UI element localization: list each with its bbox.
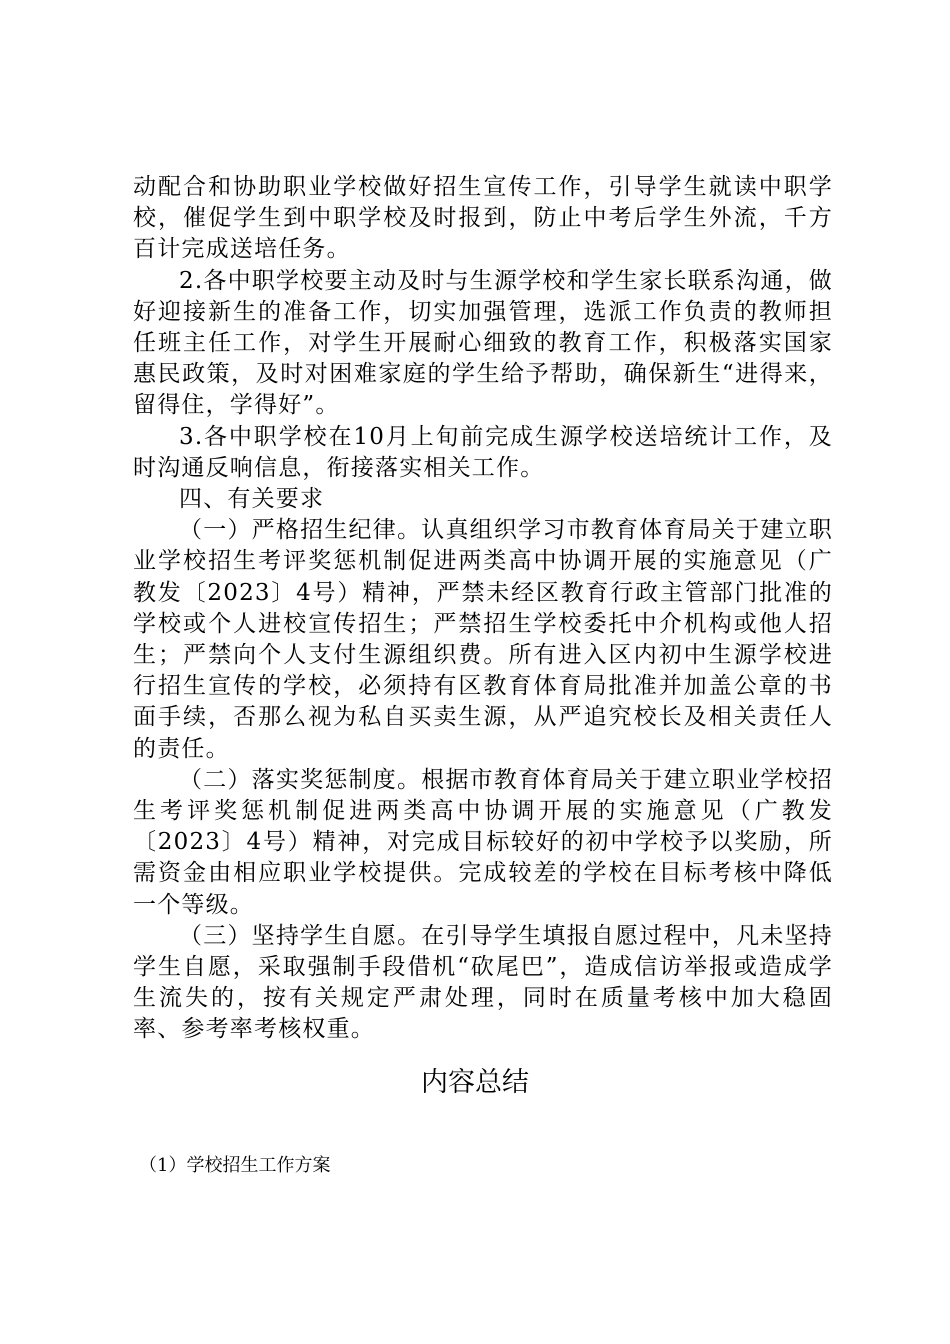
paragraph-requirement-1: （一）严格招生纪律。认真组织学习市教育体育局关于建立职业学校招生考评奖惩机制促进两类高中协调开展的实施意见（广教发〔2023〕4号）精神，严禁未经区教育行政主管部门批准的学校或个人进校宣传招生；严禁招生学校委托中介机构或他人招生；严禁向个人支付生源组织费。所有进入区内初中生源学校进行招生宣传的学校，必须持有区教育体育局批准并加盖公章的书面手续，否那么视为私自买卖生源，从严追究校长及相关责任人的责任。	[133, 517, 833, 762]
paragraph-3: 3.各中职学校在10月上旬前完成生源学校送培统计工作，及时沟通反响信息，衔接落实相关工作。	[133, 423, 833, 481]
summary-item: （1）学校招生工作方案	[139, 1155, 331, 1176]
paragraph-requirement-3: （三）坚持学生自愿。在引导学生填报自愿过程中，凡未坚持学生自愿，采取强制手段借机“砍尾巴”，造成信访举报或造成学生流失的，按有关规定严肃处理，同时在质量考核中加大稳固率、参考率考核权重。	[133, 922, 833, 1043]
section-heading-requirements: 四、有关要求	[179, 486, 325, 513]
summary-heading: 内容总结	[421, 1067, 529, 1098]
paragraph-2: 2.各中职学校要主动及时与生源学校和学生家长联系沟通，做好迎接新生的准备工作，切实加强管理，选派工作负责的教师担任班主任工作，对学生开展耐心细致的教育工作，积极落实国家惠民政策，及时对困难家庭的学生给予帮助，确保新生“进得来，留得住，学得好”。	[133, 267, 833, 419]
document-body	[133, 172, 833, 1046]
paragraph-requirement-2: （二）落实奖惩制度。根据市教育体育局关于建立职业学校招生考评奖惩机制促进两类高中协调开展的实施意见（广教发〔2023〕4号）精神，对完成目标较好的初中学校予以奖励，所需资金由相应职业学校提供。完成较差的学校在目标考核中降低一个等级。	[133, 766, 833, 918]
paragraph-1: 动配合和协助职业学校做好招生宣传工作，引导学生就读中职学校，催促学生到中职学校及时报到，防止中考后学生外流，千方百计完成送培任务。	[133, 174, 833, 263]
